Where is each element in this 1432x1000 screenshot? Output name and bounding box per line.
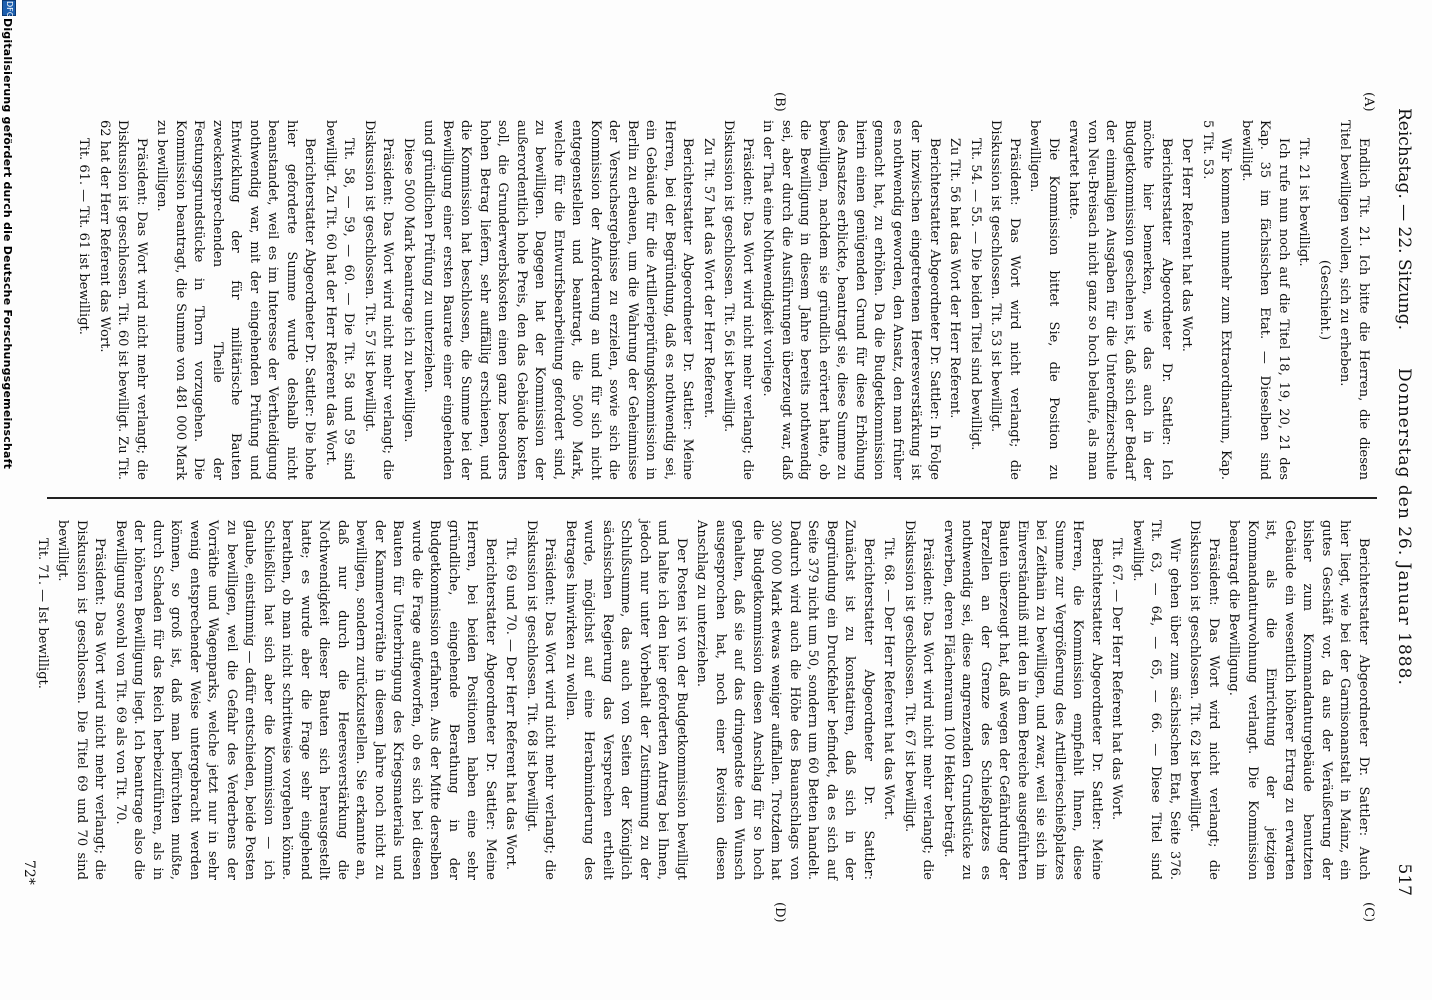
- paragraph: Präsident: Das Wort wird nicht mehr verlangt; die Diskussion ist geschlossen. Die Titel 69 und 70 sind bewilligt.: [55, 520, 108, 880]
- paragraph: Berichterstatter Abgeordneter Dr. Sattler: Meine Herren, bei beiden Positionen haben eine sehr gründliche, eingehende Berathung in der Budgetkommission erfahren. Aus der Mitte derselben wurde die Frage aufgeworfen, ob es sich bei diesen Bauten für Unterbringung des Kriegsmaterials und der Kammervorräthe in diesem Jahre noch nicht zu bewilligen, sondern zurückzustellen. Sie erkannte an, daß nur durch die Heeresverstärkung die Nothwendigkeit dieser Bauten sich herausgestellt hatte; es wurde aber die Frage sehr eingehend berathen, ob man nicht schrittweise vorgehen könne. Schließlich hat sich aber die Kommission — ich glaube, einstimmig — dafür entschieden, beide Posten zu bewilligen, weil die Gefahr des Verderbens der Vorräthe und Wagenparks, welche jetzt nur in sehr wenig entsprechender Weise untergebracht werden können, so groß ist, daß man befürchten mußte, durch Schaden für das Reich herbeizuführen, als in der höheren Bewilligung liegt. Ich beantrage also die Bewilligung sowohl von Tit. 69 als von Tit. 70.: [113, 520, 498, 880]
- paragraph: Tit. 69 und 70. — Der Herr Referent hat das Wort.: [503, 538, 519, 871]
- margin-marker-a: (A): [1361, 92, 1376, 112]
- paragraph: Tit. 68. — Der Herr Referent hat das Wort.: [881, 538, 897, 821]
- paragraph: (Geschieht.): [1317, 259, 1332, 341]
- paragraph: Der Herr Referent hat das Wort.: [1179, 138, 1195, 352]
- margin-marker-b: (B): [772, 92, 787, 112]
- paragraph: Tit. 21 ist bewilligt.: [1296, 138, 1312, 267]
- paragraph: Präsident: Das Wort wird nicht verlangt; die Diskussion ist geschlossen. Tit. 53 ist bewilligt.: [988, 120, 1022, 480]
- paragraph: Zu Tit. 56 hat das Wort der Herr Referent.: [947, 138, 963, 419]
- paragraph: Der Posten ist von der Budgetkommission bewilligt und halte ich den hier geforderten Antrag bei Ihnen, jedoch nur unter Vorbehalt der Zustimmung zu der Schlußsumme, das auch von Seiten der Königlich sächsischen Regierung das Versprechen ertheilt wurde, möglichst auf eine Herabminderung des Betrages hinwirken zu wollen.: [563, 520, 689, 880]
- paragraph: Präsident: Das Wort wird nicht mehr verlangt; die Diskussion ist geschlossen. Tit. 60 ist bewilligt. Zu Tit. 62 hat der Herr Referent das Wort.: [97, 120, 149, 481]
- paragraph: Zu Tit. 57 hat das Wort der Herr Referent.: [701, 138, 716, 419]
- paragraph: Ich rufe nun noch auf die Titel 18, 19, 20, 21 des Kap. 35 im fächsischen Etat. — Dieselben sind bewilligt.: [1239, 120, 1291, 480]
- digitization-note: Digitalisierung gefördert durch die Deutsche Forschungsgemeinschaft: [1, 18, 14, 470]
- paragraph: Tit. 58, — 59, — 60. — Die Tit. 58 und 59 sind bewilligt. Zu Tit. 60 hat der Herr Referent das Wort.: [323, 120, 357, 480]
- paragraph: Diese 5000 Mark beantrage ich zu bewilligen.: [401, 138, 416, 443]
- paragraph: Tit. 71. — Ist bewilligt.: [35, 538, 50, 689]
- paragraph: Tit. 54. — 55. — Die beiden Titel sind bewilligt.: [968, 138, 983, 451]
- dfg-logo: DFG: [2, 0, 16, 16]
- paragraph: Berichterstatter Abgeordneter Dr. Sattler: Meine Herren, bei der Begründung, daß es nothwendig sei, ein Gebäude für die Artillerieprüfungskommission in Berlin zu erbauen, um die Wahrung der Geheimnisse der Versuchsergebnisse zu erzielen, sowie sich die Kommission der Anforderung an und für sich nicht entgegenstellen und beantragt, die 5000 Mark, welche für die Entwurfsbearbeitung gefordert sind, zu bewilligen. Dagegen hat der Kommission der außerordentlich hohe Preis, den das Gebäude kosten soll, die Grunderwerbskosten einen ganz besonders hohen Betrag liefern, sehr auffällig erschienen, und die Kommission hat beschlossen, die Summe bei der Bewilligung einer ersten Baurate einer eingehenden und gründlichen Prüfung zu unterziehen.: [421, 120, 696, 480]
- paragraph: Die Kommission bittet Sie, die Position zu bewilligen.: [1027, 120, 1061, 480]
- paragraph: Berichterstatter Abgeordneter Dr. Sattler: Die hohe hier geforderte Summe wurde deshalb nicht beanstandet, weil es im Interesse der Vertheidigung nothwendig war, mit der eingehenden Prüfung und Entwicklung der für militärische Bauten zweckentsprechenden Theile der Festungsgrundstücke in Thorn vorzugehen. Die Kommission beantragt, die Summe von 481 000 Mark zu bewilligen.: [154, 120, 318, 480]
- paragraph: Präsident: Das Wort wird nicht mehr verlangt; die Diskussion ist geschlossen. Tit. 67 ist bewilligt.: [902, 520, 936, 880]
- text-column-right: [31, 520, 1373, 880]
- text-column-left: [72, 120, 1372, 480]
- paragraph: Berichterstatter Abgeordneter Dr. Sattler: Ich möchte hier bemerken, wie das auch in der Budgetkommission geschehen ist, daß sich der Bedarf der einmaligen Ausgaben für die Unteroffizierschule von Neu-Breisach nicht ganz so hoch belaufe, als man erwartet hatte.: [1066, 120, 1174, 480]
- page-header: [1388, 108, 1414, 896]
- paragraph: Berichterstatter Abgeordneter Dr. Sattler: Meine Herren, die Kommission empfiehlt Ihnen, diese Summe zur Vergrößerung des Artillerieschießplatzes bei Zeithain zu bewilligen, und zwar, weil sie sich im Einverständniß mit den in dem Bereiche ausgeführten Bauten überzeugt hat, daß wegen der Gefährdung der Parzellen an der Grenze des Schießplatzes es nothwendig sei, diese angrenzenden Grundstücke zu erwerben, deren Flächenraum 100 Hektar beträgt.: [941, 520, 1104, 880]
- margin-marker-c: (C): [1361, 902, 1376, 923]
- column-divider: [47, 497, 1377, 499]
- paragraph: Berichterstatter Abgeordneter Dr. Sattler: In Folge der inzwischen eingetretenen Heeresverstärkung ist es nothwendig geworden, den Ansatz, den man früher gemacht hat, zu erhöhen. Da die Budgetkommission hierin einen genügenden Grund für diese Erhöhung des Ansatzes erblickte, beantragt sie, diese Summe zu bewilligen, nachdem sie gründlich erörtert hatte, ob die Bewilligung in diesem Jahre bereits nothwendig sei, aber durch die Ausführungen überzeugt war, daß in der That eine Nothwendigkeit vorliege.: [760, 120, 942, 480]
- header-title-left: Reichstag. — 22. Sitzung.: [1394, 108, 1414, 331]
- paragraph: Tit. 67. — Der Herr Referent hat das Wort.: [1109, 538, 1125, 821]
- paragraph: Tit. 61. — Tit. 61 ist bewilligt.: [76, 138, 92, 335]
- paragraph: Berichterstatter Abgeordneter Dr. Sattler: Auch hier liegt, wie bei der Garnisonanstalt in Mainz, ein gutes Geschäft vor, da aus der Veräußerung der bisher zum Kommandanturgebäude benutzten Gebäude ein wesentlich höherer Ertrag zu erwarten ist, als die Einrichtung der jetzigen Kommandanturwohnung verlangt. Die Kommission beantragt die Bewilligung.: [1226, 520, 1371, 880]
- paragraph: Wir kommen nunmehr zum Extraordinarium, Kap. 5 Tit. 53.: [1200, 120, 1234, 480]
- paragraph: Präsident: Das Wort wird nicht mehr verlangt; die Diskussion ist geschlossen. Tit. 56 ist bewilligt.: [721, 120, 755, 480]
- paragraph: Präsident: Das Wort wird nicht mehr verlangt; die Diskussion ist geschlossen. Tit. 68 ist bewilligt.: [524, 520, 558, 880]
- margin-marker-d: (D): [772, 902, 787, 923]
- paragraph: Wir gehen über zum sächsischen Etat, Seite 376. Tit. 63, — 64, — 65, — 66. — Diese Titel sind bewilligt.: [1130, 520, 1182, 880]
- paragraph: Präsident: Das Wort wird nicht verlangt; die Diskussion ist geschlossen. Tit. 62 ist bewilligt.: [1187, 520, 1221, 880]
- paragraph: Berichterstatter Abgeordneter Dr. Sattler: Zunächst ist zu konstatiren, daß sich in der Begründung ein Druckfehler befindet, da es sich auf Seite 379 nicht um 50, sondern um 60 Betten handelt. Dadurch wird auch die Höhe des Bauanschlags von 300 000 Mark etwas weniger auffallen. Trotzdem hat die Budgetkommission diesen Anschlag für so hoch gehalten, daß sie auf das dringendste den Wunsch ausgesprochen hat, noch einer Revision diesen Anschlag zu unterziehen.: [694, 520, 876, 880]
- page-number: 517: [1394, 863, 1414, 896]
- header-title-right: Donnerstag den 26. Januar 1888.: [1394, 368, 1414, 686]
- signature-mark: 72*: [21, 860, 37, 885]
- paragraph: Präsident: Das Wort wird nicht mehr verlangt; die Diskussion ist geschlossen. Tit. 57 ist bewilligt.: [362, 120, 396, 480]
- paragraph: Endlich Tit. 21. Ich bitte die Herren, die diesen Titel bewilligen wollen, sich zu erheben.: [1337, 120, 1371, 480]
